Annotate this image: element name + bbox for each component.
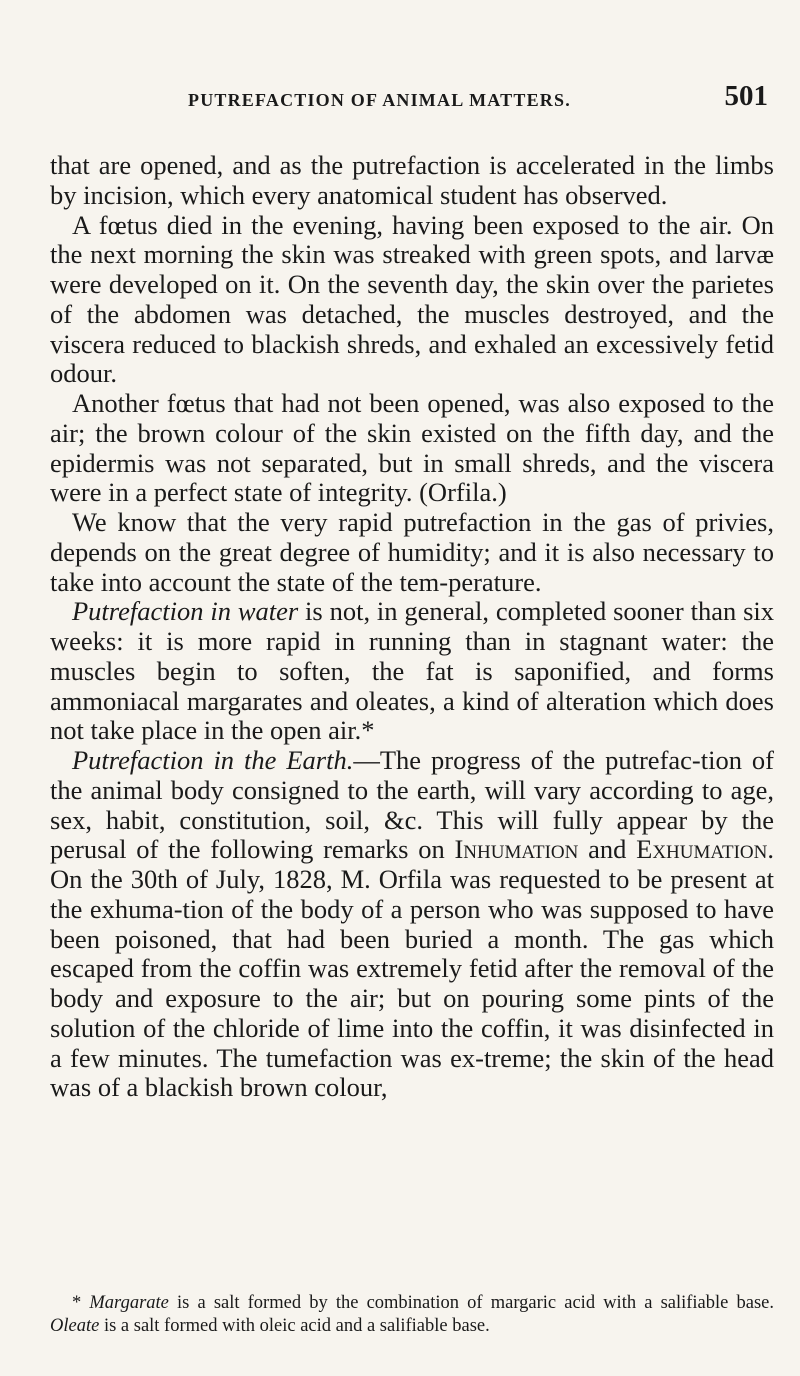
footnote-marker: * <box>72 1293 90 1313</box>
paragraph-5 <box>50 597 774 746</box>
paragraph-2: A fœtus died in the evening, having been exposed to the air. On the next morning the skin was streaked with green spots, and larvæ were developed on it. On the seventh day, the skin over the parietes of the abdomen was detached, the muscles destroyed, and the viscera reduced to blackish shreds, and exhaled an excessively fetid odour. <box>50 209 774 389</box>
footnote-text-2: is a salt formed with oleic acid and a salifiable base. <box>99 1316 490 1336</box>
footnote-text <box>50 1292 774 1338</box>
running-head <box>126 80 778 120</box>
footnote-term-margarate: Margarate <box>89 1293 169 1313</box>
exhumation-term: Exhumation <box>636 834 768 865</box>
page-number: 501 <box>724 80 768 112</box>
footnote-text-1: is a salt formed by the combination of margaric acid with a salifiable base. <box>168 1293 774 1313</box>
paragraph-1: that are opened, and as the putrefaction is accelerated in the limbs by incision, which every anatomical student has observed. <box>50 150 774 210</box>
footnote <box>50 1292 774 1338</box>
footnote-term-oleate: Oleate <box>50 1316 100 1336</box>
paragraph-3: Another fœtus that had not been opened, was also exposed to the air; the brown colour of the skin existed on the fifth day, and the epidermis was not separated, but in small shreds, and the viscera were in a perfect state of integrity. (Orfila.) <box>50 388 774 508</box>
running-title: PUTREFACTION OF ANIMAL MATTERS. <box>188 90 571 110</box>
paragraph-6 <box>50 746 774 1103</box>
paragraph-6-heading: Putrefaction in the Earth. <box>72 745 354 775</box>
paragraph-6-and: and <box>578 834 637 865</box>
paragraph-5-text: is not, in general, completed sooner than six weeks: it is more rapid in running than in stagnant water: the muscles begin to soften, the fat is saponified, and forms ammoniacal margarates and oleates, a kind of alteration which does not take place in the open air.* <box>50 596 774 746</box>
inhumation-term: Inhumation <box>454 834 579 865</box>
paragraph-4: We know that the very rapid putrefaction in the gas of privies, depends on the great degree of humidity; and it is also necessary to take into account the state of the tem-perature. <box>50 507 774 597</box>
paragraph-6-text-b: . On the 30th of July, 1828, M. Orfila was requested to be present at the exhuma-tion of the body of a person who was supposed to have been poisoned, that had been buried a month. The gas which escaped from the coffin was extremely fetid after the removal of the body and exposure to the air; but on pouring some pints of the solution of the chloride of lime into the coffin, it was disinfected in a few minutes. The tumefaction was ex-treme; the skin of the head was of a blackish brown colour, <box>50 834 775 1103</box>
paragraph-6-text-a: —The progress of the putrefac-tion of the animal body consigned to the earth, will vary according to age, sex, habit, constitution, soil, &c. This will fully appear by the perusal of the following remarks on <box>50 745 774 865</box>
paragraph-5-heading: Putrefaction in water <box>72 596 299 627</box>
body-text <box>50 151 774 1103</box>
